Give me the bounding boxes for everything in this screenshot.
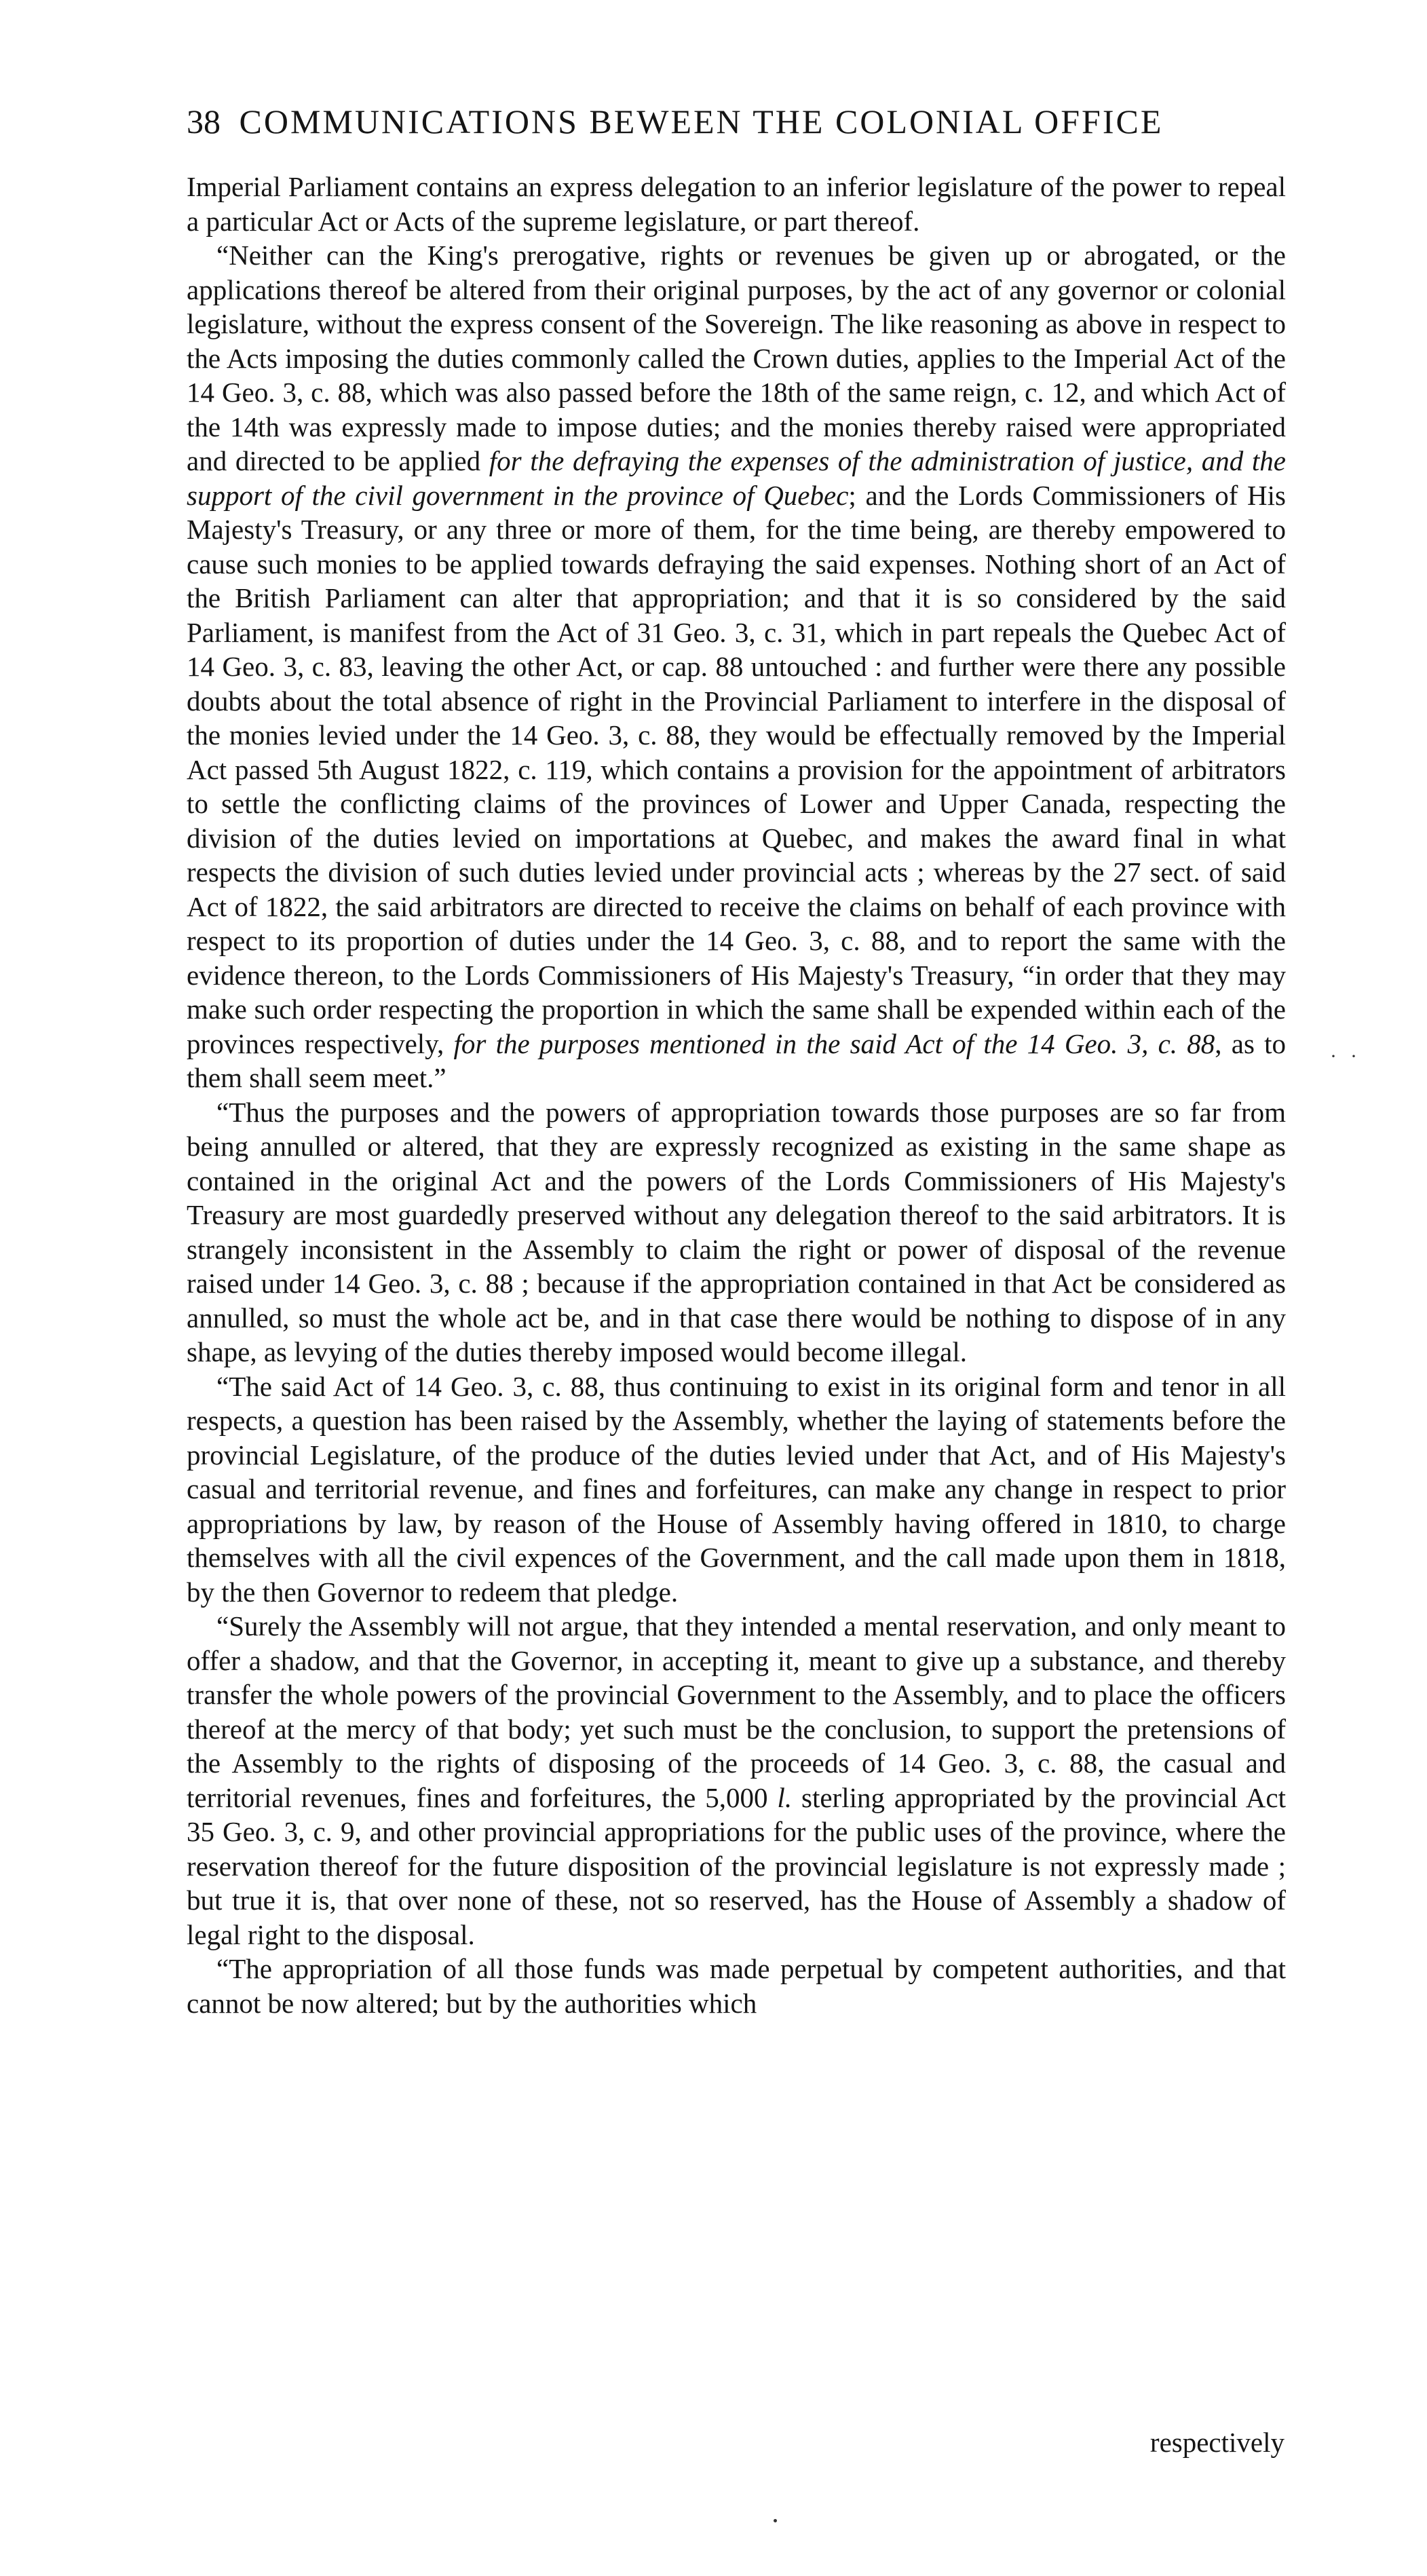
catchword: respectively	[1149, 2427, 1285, 2458]
text-run: , as to them shall seem meet.”	[187, 1027, 1287, 1093]
running-header	[187, 102, 1306, 141]
text-run: sterling appropriated by the provincial Act 35 Geo. 3, c. 9, and other provincial appropriations for the public uses of the province, where the reservation thereof for the future disposition of the provincial legislature is not expressly made ; but true it is, that over none of these, not so reserved, has the House of Assembly a shadow of legal right to the disposal.	[187, 1781, 1286, 1950]
paragraph	[187, 1095, 1286, 1369]
text-run: “Surely the Assembly will not argue, that they intended a mental reservation, and only meant to offer a shadow, and that the Governor, in accepting it, meant to give up a substance, and thereby transfer the whole powers of the provincial Government to the Assembly, and to place the officers thereof at the mercy of that body; yet such must be the conclusion, to support the pretensions of the Assembly to the rights of disposing of the proceeds of 14 Geo. 3, c. 88, the casual and territorial revenues, fines and forfeitures, the 5,000	[187, 1610, 1286, 1813]
paragraph	[187, 1609, 1286, 1952]
italic-text: for the purposes mentioned in the said Act of the 14 Geo. 3, c. 88	[453, 1027, 1215, 1059]
page-number: 38	[187, 102, 221, 140]
italic-text: for the defraying the expenses of the administration of justice, and the support of the civil government in the province of Quebec	[187, 445, 1286, 511]
text-run: “Thus the purposes and the powers of appropriation towards those purposes are so far from being annulled or altered, that they are expressly recognized as existing in the same shape as contained in the original Act and the powers of the Lords Commissioners of His Majesty's Treasury are most guardedly preserved without any delegation thereof to the said arbitrators. It is strangely inconsistent in the Assembly to claim the right or power of disposal of the revenue raised under 14 Geo. 3, c. 88 ; because if the appropriation contained in that Act be considered as annulled, so must the whole act be, and in that case there would be nothing to dispose of in any shape, as levying of the duties thereby imposed would become illegal.	[187, 1096, 1286, 1367]
footer-dot	[774, 2519, 777, 2522]
text-run: “The said Act of 14 Geo. 3, c. 88, thus continuing to exist in its original form and tenor in all respects, a question has been raised by the Assembly, whether the laying of statements before the provincial Legislature, of the produce of the duties levied under that Act, and of His Majesty's casual and territorial revenue, and fines and forfeitures, can make any change in respect to prior appropriations by law, by reason of the House of Assembly having offered in 1810, to charge themselves with all the civil expences of the Government, and the call made upon them in 1818, by the then Governor to redeem that pledge.	[187, 1370, 1286, 1608]
body-text	[187, 170, 1286, 2020]
margin-marks: ··	[1330, 1045, 1371, 1067]
text-run: “The appropriation of all those funds was made perpetual by competent authorities, and that cannot be now altered; but by the authorities which	[187, 1953, 1286, 2019]
running-title: COMMUNICATIONS BEWEEN THE COLONIAL OFFICE	[239, 102, 1164, 140]
text-run: “Neither can the King's prerogative, rights or revenues be given up or abrogated, or the applications thereof be altered from their original purposes, by the act of any governor or colonial legislature, without the express consent of the Sovereign. The like reasoning as above in respect to the Acts imposing the duties commonly called the Crown duties, applies to the Imperial Act of the 14 Geo. 3, c. 88, which was also passed before the 18th of the same reign, c. 12, and which Act of the 14th was expressly made to impose duties; and the monies thereby raised were appropriated and directed to be applied	[187, 240, 1286, 476]
text-run: Imperial Parliament contains an express delegation to an inferior legislature of the power to repeal a particular Act or Acts of the supreme legislature, or part thereof.	[187, 171, 1286, 237]
text-run: ; and the Lords Commissioners of His Majesty's Treasury, or any three or more of them, for the time being, are thereby empowered to cause such monies to be applied towards defraying the said expenses. Nothing short of an Act of the British Parliament can alter that appropriation; and that it is so considered by the said Parliament, is manifest from the Act of 31 Geo. 3, c. 31, which in part repeals the Quebec Act of 14 Geo. 3, c. 83, leaving the other Act, or cap. 88 untouched : and further were there any possible doubts about the total absence of right in the Provincial Parliament to interfere in the disposal of the monies levied under the 14 Geo. 3, c. 88, they would be effectually removed by the Imperial Act passed 5th August 1822, c. 119, which contains a provision for the appointment of arbitrators to settle the conflicting claims of the provinces of Lower and Upper Canada, respecting the division of the duties levied on importations at Quebec, and makes the award final in what respects the division of such duties levied under provincial acts ; whereas by the 27 sect. of said Act of 1822, the said arbitrators are directed to receive the claims on behalf of each province with respect to its proportion of duties under the 14 Geo. 3, c. 88, and to report the same with the evidence thereon, to the Lords Commissioners of His Majesty's Treasury, “in order that they may make such order respecting the proportion in which the same shall be expended within each of the provinces respectively,	[187, 479, 1286, 1059]
paragraph	[187, 1952, 1286, 2020]
paragraph	[187, 170, 1286, 238]
italic-text: l.	[777, 1781, 793, 1813]
paragraph	[187, 1369, 1286, 1610]
paragraph	[187, 238, 1286, 1095]
